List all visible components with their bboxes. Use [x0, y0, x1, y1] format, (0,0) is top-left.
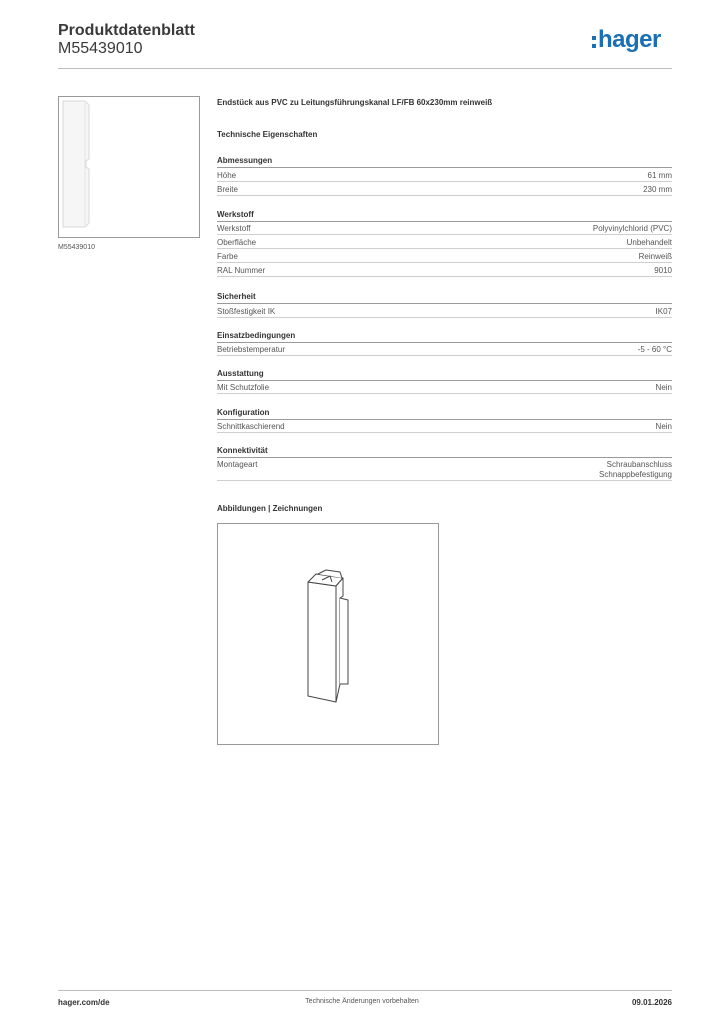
spec-value: Nein [655, 383, 672, 392]
thumbnail-caption: M55439010 [58, 244, 95, 251]
spec-value: 9010 [654, 266, 672, 275]
spec-label: Stoßfestigkeit IK [217, 307, 276, 316]
product-description: Endstück aus PVC zu Leitungsführungskanal LF/FB 60x230mm reinweiß [217, 98, 493, 107]
spec-value: Schnappbefestigung [599, 470, 672, 479]
spec-value: -5 - 60 °C [637, 345, 672, 354]
end-piece-drawing-icon [218, 524, 438, 744]
group-title-sicherheit: Sicherheit [217, 292, 672, 304]
spec-value: 61 mm [647, 171, 672, 180]
spec-row [217, 185, 672, 196]
footer-date: 09.01.2026 [631, 998, 672, 1007]
spec-value: 230 mm [643, 185, 672, 194]
product-code: M55439010 [58, 40, 143, 57]
group-title-werkstoff: Werkstoff [217, 210, 672, 222]
group-title-konfiguration: Konfiguration [217, 408, 672, 420]
group-title-ausstattung: Ausstattung [217, 369, 672, 381]
spec-row [217, 383, 672, 394]
header-divider [58, 68, 672, 69]
spec-label: RAL Nummer [217, 266, 266, 275]
product-drawing [217, 523, 439, 745]
spec-value: Polyvinylchlorid (PVC) [592, 224, 672, 233]
page-title: Produktdatenblatt [58, 22, 195, 39]
spec-value: Unbehandelt [626, 238, 672, 247]
spec-value-group [599, 460, 672, 480]
spec-row [217, 266, 672, 277]
spec-row [217, 171, 672, 182]
group-title-einsatzbedingungen: Einsatzbedingungen [217, 331, 672, 343]
logo-text: hager [598, 26, 661, 53]
spec-label: Höhe [217, 171, 237, 180]
footer-website-link[interactable]: hager.com/de [58, 998, 110, 1007]
spec-label: Oberfläche [217, 238, 257, 247]
spec-label: Farbe [217, 252, 238, 261]
spec-label: Schnittkaschierend [217, 422, 285, 431]
spec-row [217, 238, 672, 249]
spec-label: Werkstoff [217, 224, 251, 233]
spec-row [217, 224, 672, 235]
spec-row [217, 422, 672, 433]
spec-value: Reinweiß [638, 252, 672, 261]
spec-row [217, 460, 672, 481]
spec-row [217, 345, 672, 356]
properties-title: Technische Eigenschaften [217, 130, 318, 139]
spec-value: IK07 [655, 307, 672, 316]
spec-label: Breite [217, 185, 238, 194]
spec-row [217, 252, 672, 263]
spec-value: Nein [655, 422, 672, 431]
spec-label: Montageart [217, 460, 258, 469]
spec-value: Schraubanschluss [606, 460, 672, 469]
product-thumbnail [58, 96, 200, 238]
group-title-abmessungen: Abmessungen [217, 156, 672, 168]
hager-logo [592, 28, 661, 52]
logo-dots-icon [592, 36, 596, 48]
spec-row [217, 307, 672, 318]
end-piece-thumbnail-icon [59, 97, 199, 237]
group-title-konnektivitaet: Konnektivität [217, 446, 672, 458]
footer-notice: Technische Änderungen vorbehalten [305, 998, 419, 1005]
footer-divider [58, 990, 672, 991]
spec-label: Mit Schutzfolie [217, 383, 270, 392]
spec-label: Betriebstemperatur [217, 345, 286, 354]
figures-title: Abbildungen | Zeichnungen [217, 504, 323, 513]
